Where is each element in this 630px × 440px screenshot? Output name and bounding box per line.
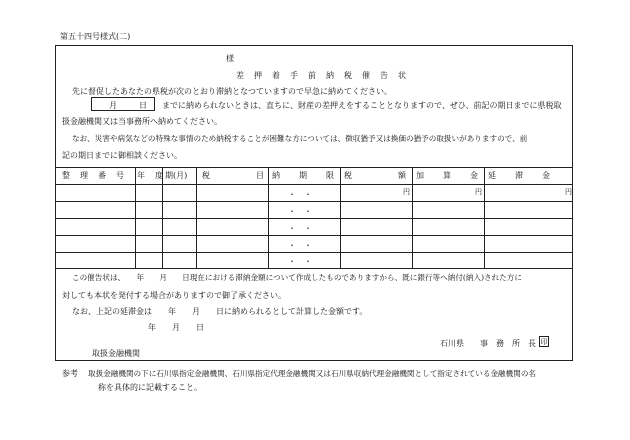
footer-line-2: 対しても本状を発付する場合がありますので御了承ください。 xyxy=(62,291,286,300)
deadline-date-box xyxy=(91,97,155,111)
header-entaikin: 延 滞 金 xyxy=(488,171,551,180)
paragraph-3-line-2: 記の期日までに御相談ください。 xyxy=(62,151,182,160)
paragraph-2-line-1: までに納められないときは、直ちに、財産の差押えをすることとなりますので、ぜひ、前記の期日までに県税取 xyxy=(162,101,562,110)
deadline-month: 月 xyxy=(109,101,117,110)
paragraph-1: 先に督促したあなたの県税が次のとおり滞納となつていますので早急に納めてください。 xyxy=(72,87,392,96)
note-line-2: 称を具体的に記載すること。 xyxy=(98,383,202,392)
deadline-day: 日 xyxy=(139,101,147,110)
yen-unit-zeigaku: 円 xyxy=(403,188,410,196)
note-label: 参考 xyxy=(62,369,78,378)
header-nendo: 年 度 xyxy=(137,171,164,180)
doc-title: 差 押 着 手 前 納 税 催 告 状 xyxy=(236,71,407,80)
nouki-date-row-1: ・ ・ xyxy=(288,190,312,199)
handling-bank-label: 取扱金融機関 xyxy=(92,349,140,358)
yen-unit-kasankin: 円 xyxy=(475,188,482,196)
office-chief: 石川県 事 務 所 長 xyxy=(440,339,536,348)
nouki-date-row-3: ・ ・ xyxy=(288,224,312,233)
addressee-suffix: 様 xyxy=(226,54,234,63)
header-zeimoku: 税 目 xyxy=(202,171,265,180)
header-nouki-gen: 納 期 限 xyxy=(272,171,335,180)
header-ki-tsuki: 期(月) xyxy=(165,171,188,180)
paragraph-3-line-1: なお、災害や病気などの特殊な事情のため納税することが困難な方については、徴収猶予又は換価の猶予の取扱いがありますので、前 xyxy=(72,134,528,143)
header-zeigaku: 税 額 xyxy=(344,171,407,180)
seal-mark: 印 xyxy=(540,338,548,346)
nouki-date-row-4: ・ ・ xyxy=(288,241,312,250)
yen-unit-entaikin: 円 xyxy=(565,188,572,196)
note-line-1: 取扱金融機関の下に石川県指定金融機関、石川県指定代理金融機関又は石川県収納代理金融機関として指定されている金融機関の名 xyxy=(88,369,537,378)
footer-line-3: なお、上記の延滞金は 年 月 日に納められるとして計算した金額です。 xyxy=(72,307,368,316)
header-seiri-bangou: 整 理 番 号 xyxy=(62,171,125,180)
issue-date-line: 年 月 日 xyxy=(148,323,204,332)
footer-line-1: この催告状は、 年 月 日現在における滞納金額について作成したものでありますから、既に銀行等へ納付(納入)された方に xyxy=(72,273,522,282)
form-title: 第五十四号様式(二) xyxy=(60,32,131,41)
paragraph-2-line-2: 扱金融機関又は当事務所へ納めてください。 xyxy=(62,117,222,126)
nouki-date-row-2: ・ ・ xyxy=(288,207,312,216)
nouki-date-row-5: ・ ・ xyxy=(288,257,312,266)
header-kasankin: 加 算 金 xyxy=(416,171,479,180)
